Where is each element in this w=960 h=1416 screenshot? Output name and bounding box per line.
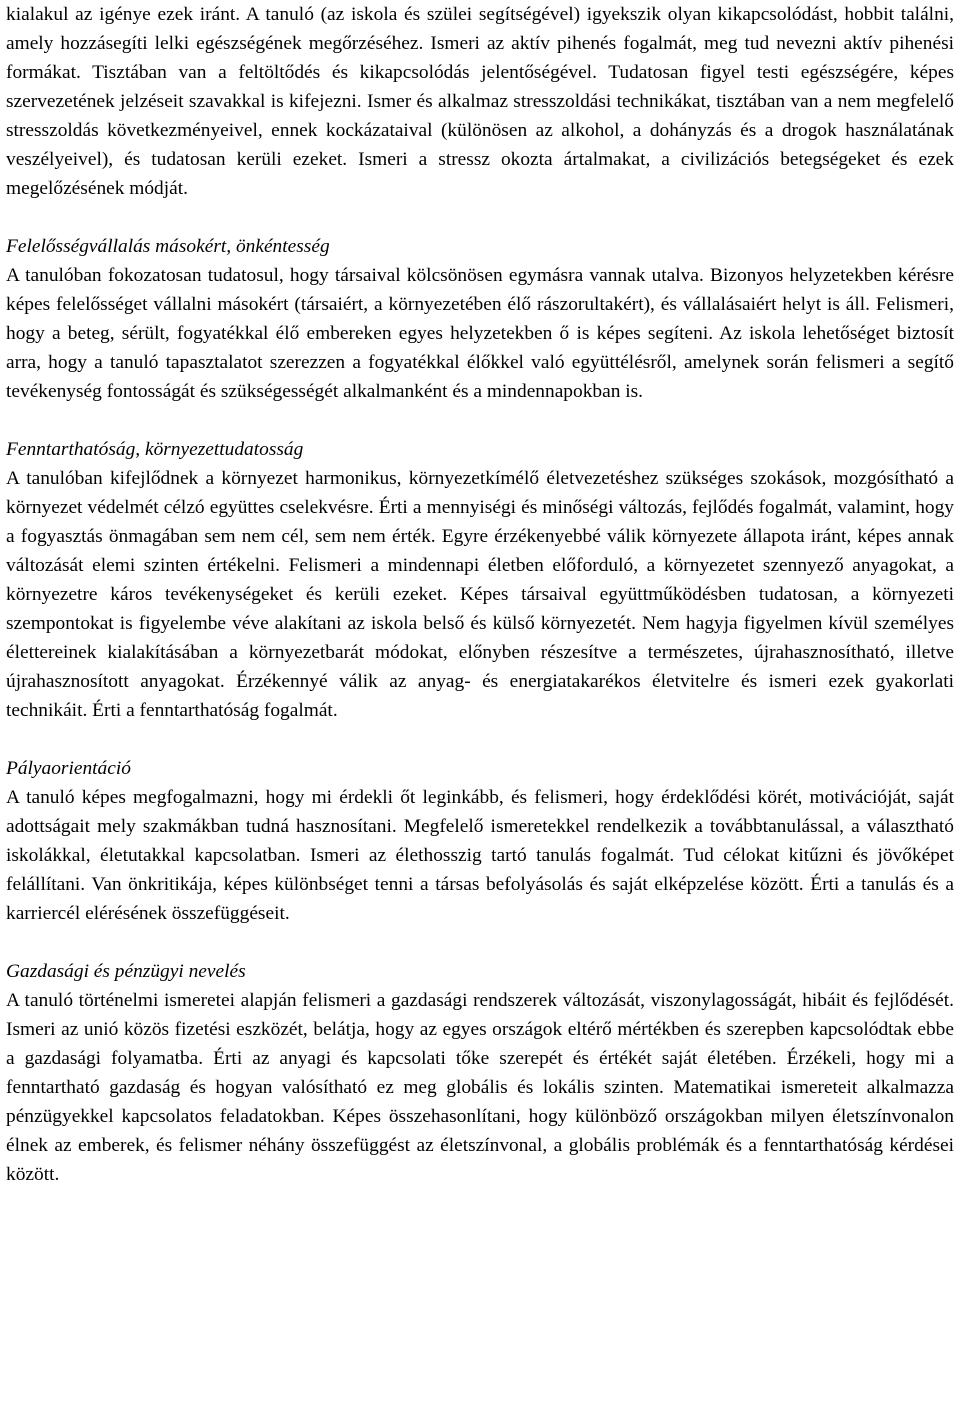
- section-heading: Gazdasági és pénzügyi nevelés: [6, 961, 246, 982]
- section-career-orientation: [6, 754, 954, 928]
- section-economic-education: [6, 957, 954, 1189]
- section-heading: Pályaorientáció: [6, 758, 131, 779]
- section-sustainability: [6, 435, 954, 725]
- section-heading: Fenntarthatóság, környezettudatosság: [6, 439, 304, 460]
- section-heading: Felelősségvállalás másokért, önkéntesség: [6, 236, 330, 257]
- intro-paragraph: kialakul az igénye ezek iránt. A tanuló (az iskola és szülei segítségével) igyekszik olyan kikapcsolódást, hobbit találni, amely hozzásegíti lelki egészségének megőrzéséhez. Ismeri az aktív pihenés fogalmát, meg tud nevezni aktív pihenési formákat. Tisztában van a feltöltődés és kikapcsolódás jelentőségével. Tudatosan figyel testi egészségére, képes szervezetének jelzéseit szavakkal is kifejezni. Ismer és alkalmaz stresszoldási technikákat, tisztában van a nem megfelelő stresszoldás következményeivel, ennek kockázataival (különösen az alkohol, a dohányzás és a drogok használatának veszélyeivel), és tudatosan kerüli ezeket. Ismeri a stressz okozta ártalmakat, a civilizációs betegségeket és ezek megelőzésének módját.: [6, 4, 954, 199]
- section-paragraph: A tanuló képes megfogalmazni, hogy mi érdekli őt leginkább, és felismeri, hogy érdeklődési körét, motivációját, saját adottságait mely szakmákban tudná hasznosítani. Megfelelő ismeretekkel rendelkezik a továbbtanulással, a választható iskolákkal, életutakkal kapcsolatban. Ismeri az élethosszig tartó tanulás fogalmát. Tud célokat kitűzni és jövőképet felállítani. Van önkritikája, képes különbséget tenni a társas befolyásolás és saját elképzelése között. Érti a tanulás és a karriercél elérésének összefüggéseit.: [6, 787, 954, 924]
- section-paragraph: A tanulóban kifejlődnek a környezet harmonikus, környezetkímélő életvezetéshez szükséges szokások, mozgósítható a környezet védelmét célzó együttes cselekvésre. Érti a mennyiségi és minőségi változás, fejlődés fogalmát, valamint, hogy a fogyasztás önmagában sem nem cél, sem nem érték. Egyre érzékenyebbé válik környezete állapota iránt, képes annak változását elemi szinten értékelni. Felismeri a mindennapi életben előforduló, a környezetet szennyező anyagokat, a környezetre káros tevékenységeket és kerüli ezeket. Képes társaival együttműködésben tudatosan, a környezeti szempontokat is figyelembe véve alakítani az iskola belső és külső környezetét. Nem hagyja figyelmen kívül személyes élettereinek kialakításában a környezetbarát módokat, előnyben részesítve a természetes, újrahasznosítható, illetve újrahasznosított anyagokat. Érzékennyé válik az anyag- és energiatakarékos életvitelre és ismeri ezek gyakorlati technikáit. Érti a fenntarthatóság fogalmát.: [6, 468, 954, 721]
- document-page: [6, 0, 954, 1189]
- section-paragraph: A tanulóban fokozatosan tudatosul, hogy társaival kölcsönösen egymásra vannak utalva. Bizonyos helyzetekben kérésre képes felelősséget vállalni másokért (társaiért, a környezetében élő rászorultakért), és vállalásaiért helyt is áll. Felismeri, hogy a beteg, sérült, fogyatékkal élő embereken egyes helyzetekben ő is képes segíteni. Az iskola lehetőséget biztosít arra, hogy a tanuló tapasztalatot szerezzen a fogyatékkal élőkkel való együttélésről, amelynek során felismeri a segítő tevékenység fontosságát és szükségességét alkalmanként és a mindennapokban is.: [6, 265, 954, 402]
- section-volunteering: [6, 232, 954, 406]
- section-paragraph: A tanuló történelmi ismeretei alapján felismeri a gazdasági rendszerek változását, viszonylagosságát, hibáit és fejlődését. Ismeri az unió közös fizetési eszközét, belátja, hogy az egyes országok eltérő mértékben és szerepben kapcsolódtak ebbe a gazdasági folyamatba. Érti az anyagi és kapcsolati tőke szerepét és értékét saját életében. Érzékeli, hogy mi a fenntartható gazdaság és hogyan valósítható ez meg globális és lokális szinten. Matematikai ismereteit alkalmazza pénzügyekkel kapcsolatos feladatokban. Képes összehasonlítani, hogy különböző országokban milyen életszínvonalon élnek az emberek, és felismer néhány összefüggést az életszínvonal, a globális problémák és a fenntarthatóság kérdései között.: [6, 990, 954, 1185]
